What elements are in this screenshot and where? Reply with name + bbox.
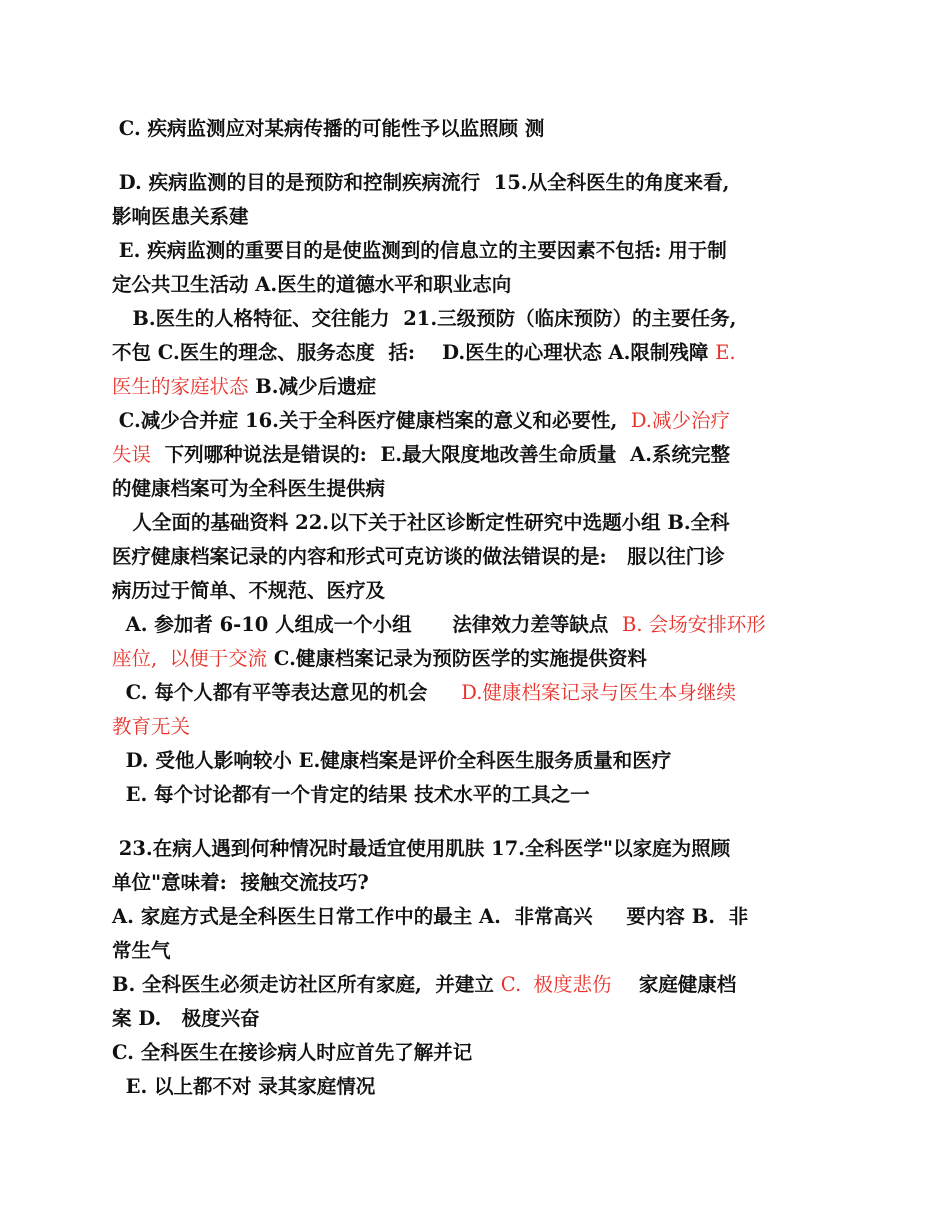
text-line [112, 642, 834, 676]
text-line [112, 540, 834, 574]
text-line [112, 968, 834, 1002]
text-line [112, 370, 834, 404]
text-line [112, 234, 834, 268]
question-text: 家庭健康档 [611, 973, 737, 996]
question-text: C. 全科医生在接诊病人时应首先了解并记 [112, 1041, 473, 1064]
text-line [112, 744, 834, 778]
question-text: D. 受他人影响较小 E.健康档案是评价全科医生服务质量和医疗 [112, 749, 672, 772]
question-text: 病历过于简单、不规范、医疗及 [112, 579, 386, 602]
question-text: E. 每个讨论都有一个肯定的结果 技术水平的工具之一 [112, 783, 590, 806]
text-line [112, 900, 834, 934]
question-text: C.减少合并症 16.关于全科医疗健康档案的意义和必要性, [112, 409, 631, 432]
question-text: 常生气 [112, 939, 171, 962]
answer-text: 医生的家庭状态 [112, 375, 249, 398]
text-line [112, 438, 834, 472]
answer-text: D.减少治疗 [630, 409, 730, 432]
question-text: A. 参加者 6-10 人组成一个小组 法律效力差等缺点 [112, 613, 622, 636]
answer-text: E. [715, 341, 736, 364]
answer-text: B. 会场安排环形 [621, 613, 766, 636]
answer-text: 失误 [112, 443, 152, 466]
question-text: 医疗健康档案记录的内容和形式可克访谈的做法错误的是: 服以往门诊 [112, 545, 725, 568]
text-line [112, 1002, 834, 1036]
question-text: C.健康档案记录为预防医学的实施提供资料 [267, 647, 647, 670]
question-text: 案 D. 极度兴奋 [112, 1007, 260, 1030]
question-text: D. 疾病监测的目的是预防和控制疾病流行 15.从全科医生的角度来看, [112, 171, 730, 194]
question-text: 单位"意味着: 接触交流技巧? [112, 871, 369, 894]
question-text: 的健康档案可为全科医生提供病 [112, 477, 386, 500]
question-text: E. 疾病监测的重要目的是使监测到的信息立的主要因素不包括: 用于制 [112, 239, 727, 262]
question-text: E. 以上都不对 录其家庭情况 [112, 1075, 376, 1098]
question-text: 影响医患关系建 [112, 205, 249, 228]
answer-text: 教育无关 [112, 715, 191, 738]
question-text: B.减少后遗症 [248, 375, 377, 398]
text-line [112, 268, 834, 302]
question-text: 定公共卫生活动 A.医生的道德水平和职业志向 [112, 273, 512, 296]
question-text: C. 每个人都有平等表达意见的机会 [112, 681, 462, 704]
question-text: 人全面的基础资料 22.以下关于社区诊断定性研究中选题小组 B.全科 [112, 511, 730, 534]
question-text: 下列哪种说法是错误的: E.最大限度地改善生命质量 A.系统完整 [151, 443, 731, 466]
text-line [112, 200, 834, 234]
text-line [112, 1036, 834, 1070]
text-line [112, 778, 834, 812]
question-text: B.医生的人格特征、交往能力 21.三级预防（临床预防）的主要任务, [112, 307, 737, 330]
question-text: 不包 C.医生的理念、服务态度 括: D.医生的心理状态 A.限制残障 [112, 341, 716, 364]
answer-text: C. 极度悲伤 [500, 973, 612, 996]
text-line [112, 676, 834, 710]
text-line [112, 166, 834, 200]
text-line [112, 574, 834, 608]
answer-text: 座位, 以便于交流 [112, 647, 268, 670]
text-line [112, 302, 834, 336]
text-line [112, 608, 834, 642]
text-line [112, 112, 834, 146]
text-line [112, 934, 834, 968]
text-line [112, 404, 834, 438]
document-body [112, 112, 834, 1104]
text-line [112, 336, 834, 370]
text-line [112, 710, 834, 744]
answer-text: D.健康档案记录与医生本身继续 [461, 681, 736, 704]
question-text: C. 疾病监测应对某病传播的可能性予以监照顾 测 [112, 117, 545, 140]
question-text: A. 家庭方式是全科医生日常工作中的最主 A. 非常高兴 要内容 B. 非 [112, 905, 749, 928]
text-line [112, 472, 834, 506]
paragraph-gap [112, 146, 834, 166]
text-line [112, 866, 834, 900]
question-text: 23.在病人遇到何种情况时最适宜使用肌肤 17.全科医学"以家庭为照顾 [112, 837, 731, 860]
question-text: B. 全科医生必须走访社区所有家庭, 并建立 [112, 973, 501, 996]
text-line [112, 1070, 834, 1104]
text-line [112, 506, 834, 540]
paragraph-gap [112, 812, 834, 832]
text-line [112, 832, 834, 866]
